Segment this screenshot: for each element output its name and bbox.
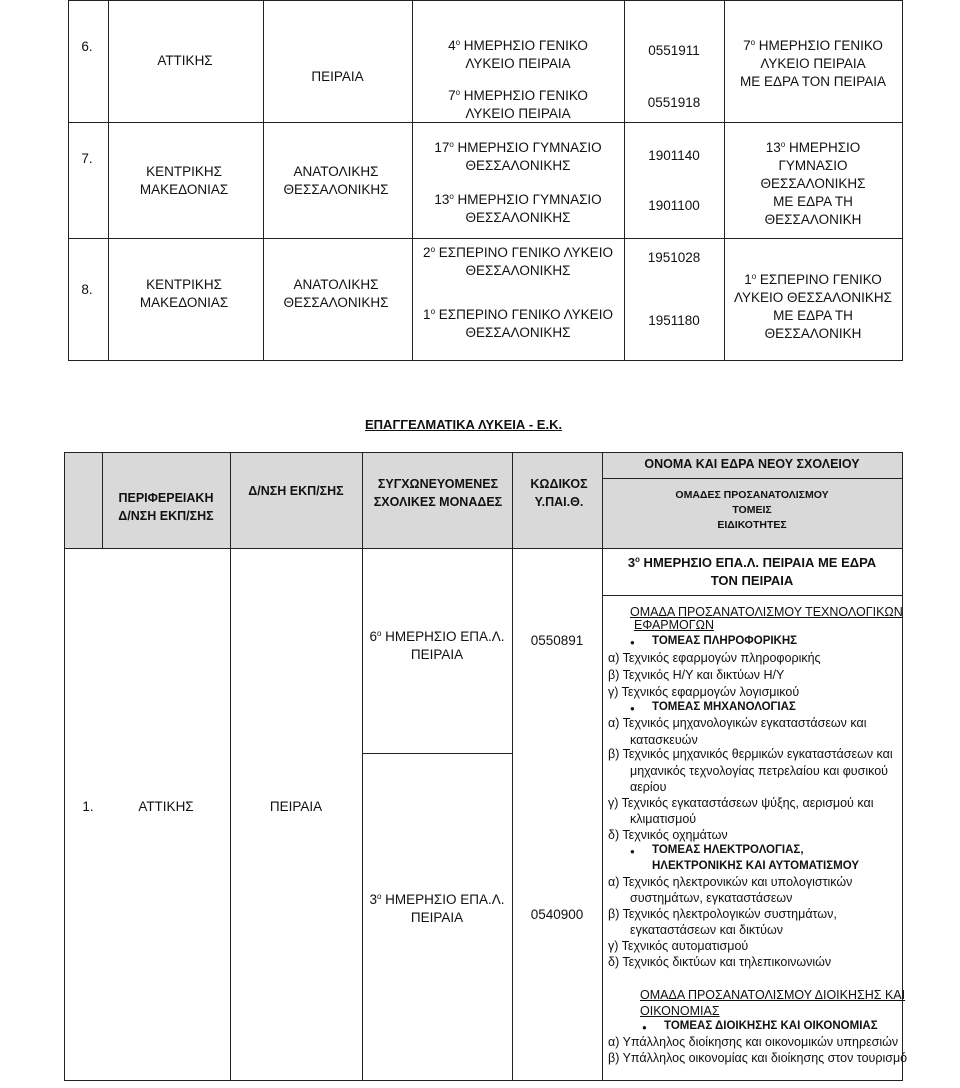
directorate-cell: ΠΕΙΡΑΙΑ bbox=[311, 69, 364, 84]
specialty: α) Τεχνικός μηχανολογικών εγκαταστάσεων και bbox=[608, 716, 867, 730]
specialty: β) Τεχνικός Η/Υ και δικτύων Η/Υ bbox=[608, 668, 785, 682]
directorate-cell: ΑΝΑΤΟΛΙΚΗΣ ΘΕΣΣΑΛΟΝΙΚΗΣ bbox=[283, 277, 389, 310]
specialty: συστημάτων, εγκαταστάσεων bbox=[630, 891, 793, 905]
school-name: $3^o$ ΗΜΕΡΗΣΙΟ ΕΠΑ.Λ. ΠΕΙΡΑΙΑ bbox=[369, 892, 505, 925]
school-name: $17^o$ ΗΜΕΡΗΣΙΟ ΓΥΜΝΑΣΙΟ ΘΕΣΣΑΛΟΝΙΚΗΣ bbox=[434, 140, 602, 173]
row-number: 8. bbox=[81, 282, 93, 297]
sector-title: ● ΤΟΜΕΑΣ ΗΛΕΚΤΡΟΛΟΓΙΑΣ, bbox=[652, 842, 804, 859]
row-number: 1. bbox=[82, 799, 94, 814]
specialty: κλιματισμού bbox=[630, 812, 697, 826]
school-name: $4^o$ ΗΜΕΡΗΣΙΟ ΓΕΝΙΚΟ ΛΥΚΕΙΟ ΠΕΙΡΑΙΑ bbox=[448, 38, 588, 71]
school-code: 0540900 bbox=[530, 907, 584, 922]
directorate-cell: ΑΝΑΤΟΛΙΚΗΣ ΘΕΣΣΑΛΟΝΙΚΗΣ bbox=[283, 164, 389, 197]
school-code: 0550891 bbox=[530, 633, 584, 648]
specialty: β) Τεχνικός μηχανικός θερμικών εγκαταστάσεων και bbox=[608, 747, 893, 761]
specialty: μηχανικός τεχνολογίας πετρελαίου και φυσικού bbox=[630, 764, 889, 778]
new-school-name: $3^o$ ΗΜΕΡΗΣΙΟ ΕΠΑ.Λ. ΠΕΙΡΑΙΑ ΜΕ ΕΔΡΑ ΤΟΝ ΠΕΙΡΑΙΑ bbox=[627, 555, 877, 588]
school-name: $7^o$ ΗΜΕΡΗΣΙΟ ΓΕΝΙΚΟ ΛΥΚΕΙΟ ΠΕΙΡΑΙΑ bbox=[448, 88, 588, 121]
sector-title: ● ΤΟΜΕΑΣ ΜΗΧΑΝΟΛΟΓΙΑΣ bbox=[652, 699, 796, 716]
school-name: $1^o$ ΕΣΠΕΡΙΝΟ ΓΕΝΙΚΟ ΛΥΚΕΙΟ ΘΕΣΣΑΛΟΝΙΚΗΣ bbox=[423, 307, 613, 340]
header-groups: ΟΜΑΔΕΣ ΠΡΟΣΑΝΑΤΟΛΙΣΜΟΥ ΤΟΜΕΙΣ ΕΙΔΙΚΟΤΗΤΕΣ bbox=[675, 489, 829, 531]
header-code: ΚΩΔΙΚΟΣ Υ.ΠΑΙ.Θ. bbox=[530, 477, 588, 509]
school-code: 1901100 bbox=[648, 198, 700, 213]
new-school-name: $1^o$ ΕΣΠΕΡΙΝΟ ΓΕΝΙΚΟ ΛΥΚΕΙΟ ΘΕΣΣΑΛΟΝΙΚΗΣ ΜΕ ΕΔΡΑ ΤΗ ΘΕΣΣΑΛΟΝΙΚΗ bbox=[733, 272, 893, 341]
new-school-name: $13^o$ ΗΜΕΡΗΣΙΟ ΓΥΜΝΑΣΙΟ ΘΕΣΣΑΛΟΝΙΚΗΣ ΜΕ ΕΔΡΑ ΤΗ ΘΕΣΣΑΛΟΝΙΚΗ bbox=[760, 140, 866, 227]
specialty: δ) Τεχνικός δικτύων και τηλεπικοινωνιών bbox=[608, 955, 832, 969]
directorate-cell: ΠΕΙΡΑΙΑ bbox=[269, 799, 323, 814]
region-cell: ΑΤΤΙΚΗΣ bbox=[138, 799, 194, 814]
specialty: γ) Τεχνικός εφαρμογών λογισμικού bbox=[608, 685, 800, 699]
new-school-name: $7^o$ ΗΜΕΡΗΣΙΟ ΓΕΝΙΚΟ ΛΥΚΕΙΟ ΠΕΙΡΑΙΑ ΜΕ ΕΔΡΑ ΤΟΝ ΠΕΙΡΑΙΑ bbox=[739, 38, 887, 89]
group-title: ΟΜΑΔΑ ΠΡΟΣΑΝΑΤΟΛΙΣΜΟΥ ΔΙΟΙΚΗΣΗΣ ΚΑΙ bbox=[640, 988, 906, 1002]
school-name: $13^o$ ΗΜΕΡΗΣΙΟ ΓΥΜΝΑΣΙΟ ΘΕΣΣΑΛΟΝΙΚΗΣ bbox=[434, 192, 602, 225]
school-code: 1951028 bbox=[647, 250, 701, 265]
region-cell: ΚΕΝΤΡΙΚΗΣ ΜΑΚΕΔΟΝΙΑΣ bbox=[139, 164, 229, 197]
school-code: 0551911 bbox=[648, 43, 700, 58]
header-new-school: ΟΝΟΜΑ ΚΑΙ ΕΔΡΑ ΝΕΟΥ ΣΧΟΛΕΙΟΥ bbox=[644, 457, 860, 471]
sector-title: ● ΤΟΜΕΑΣ ΔΙΟΙΚΗΣΗΣ ΚΑΙ ΟΙΚΟΝΟΜΙΑΣ bbox=[664, 1018, 878, 1035]
row-number: 7. bbox=[81, 151, 93, 166]
sector-title: ΗΛΕΚΤΡΟΝΙΚΗΣ ΚΑΙ ΑΥΤΟΜΑΤΙΣΜΟΥ bbox=[652, 860, 859, 872]
section-title: ΕΠΑΓΓΕΛΜΑΤΙΚΑ ΛΥΚΕΙΑ - Ε.Κ. bbox=[365, 417, 563, 432]
specialty: εγκαταστάσεων και δικτύων bbox=[630, 923, 783, 937]
region-cell: ΚΕΝΤΡΙΚΗΣ ΜΑΚΕΔΟΝΙΑΣ bbox=[139, 277, 229, 310]
sector-title: ● ΤΟΜΕΑΣ ΠΛΗΡΟΦΟΡΙΚΗΣ bbox=[652, 633, 797, 650]
group-title: ΕΦΑΡΜΟΓΩΝ bbox=[634, 618, 715, 632]
region-cell: ΑΤΤΙΚΗΣ bbox=[157, 53, 213, 68]
specialty: α) Υπάλληλος διοίκησης και οικονομικών υπηρεσιών bbox=[608, 1035, 899, 1049]
school-name: $6^o$ ΗΜΕΡΗΣΙΟ ΕΠΑ.Λ. ΠΕΙΡΑΙΑ bbox=[369, 629, 505, 662]
header-merging-schools: ΣΥΓΧΩΝΕΥΟΜΕΝΕΣ ΣΧΟΛΙΚΕΣ ΜΟΝΑΔΕΣ bbox=[373, 477, 503, 509]
group-title: ΟΙΚΟΝΟΜΙΑΣ bbox=[640, 1004, 720, 1018]
header-directorate: Δ/ΝΣΗ ΕΚΠ/ΣΗΣ bbox=[248, 484, 344, 498]
specialty: κατασκευών bbox=[630, 733, 698, 747]
school-code: 1901140 bbox=[648, 148, 700, 163]
specialty: αερίου bbox=[630, 780, 667, 794]
row-number: 6. bbox=[81, 39, 93, 54]
specialty: α) Τεχνικός ηλεκτρονικών και υπολογιστικών bbox=[608, 875, 853, 889]
specialty: β) Υπάλληλος οικονομίας και διοίκησης στον τουρισμό bbox=[608, 1051, 908, 1065]
school-code: 0551918 bbox=[647, 95, 701, 110]
specialty: δ) Τεχνικός οχημάτων bbox=[608, 828, 728, 842]
specialty: β) Τεχνικός ηλεκτρολογικών συστημάτων, bbox=[608, 907, 837, 921]
group-title: ΟΜΑΔΑ ΠΡΟΣΑΝΑΤΟΛΙΣΜΟΥ ΤΕΧΝΟΛΟΓΙΚΩΝ bbox=[630, 605, 903, 619]
specialty: γ) Τεχνικός αυτοματισμού bbox=[608, 939, 749, 953]
specialty: γ) Τεχνικός εγκαταστάσεων ψύξης, αερισμού και bbox=[608, 796, 874, 810]
specialty: α) Τεχνικός εφαρμογών πληροφορικής bbox=[608, 651, 821, 665]
header-region: ΠΕΡΙΦΕΡΕΙΑΚΗ Δ/ΝΣΗ ΕΚΠ/ΣΗΣ bbox=[118, 491, 214, 523]
school-name: $2^o$ ΕΣΠΕΡΙΝΟ ΓΕΝΙΚΟ ΛΥΚΕΙΟ ΘΕΣΣΑΛΟΝΙΚΗΣ bbox=[423, 245, 613, 278]
school-code: 1951180 bbox=[648, 313, 700, 328]
